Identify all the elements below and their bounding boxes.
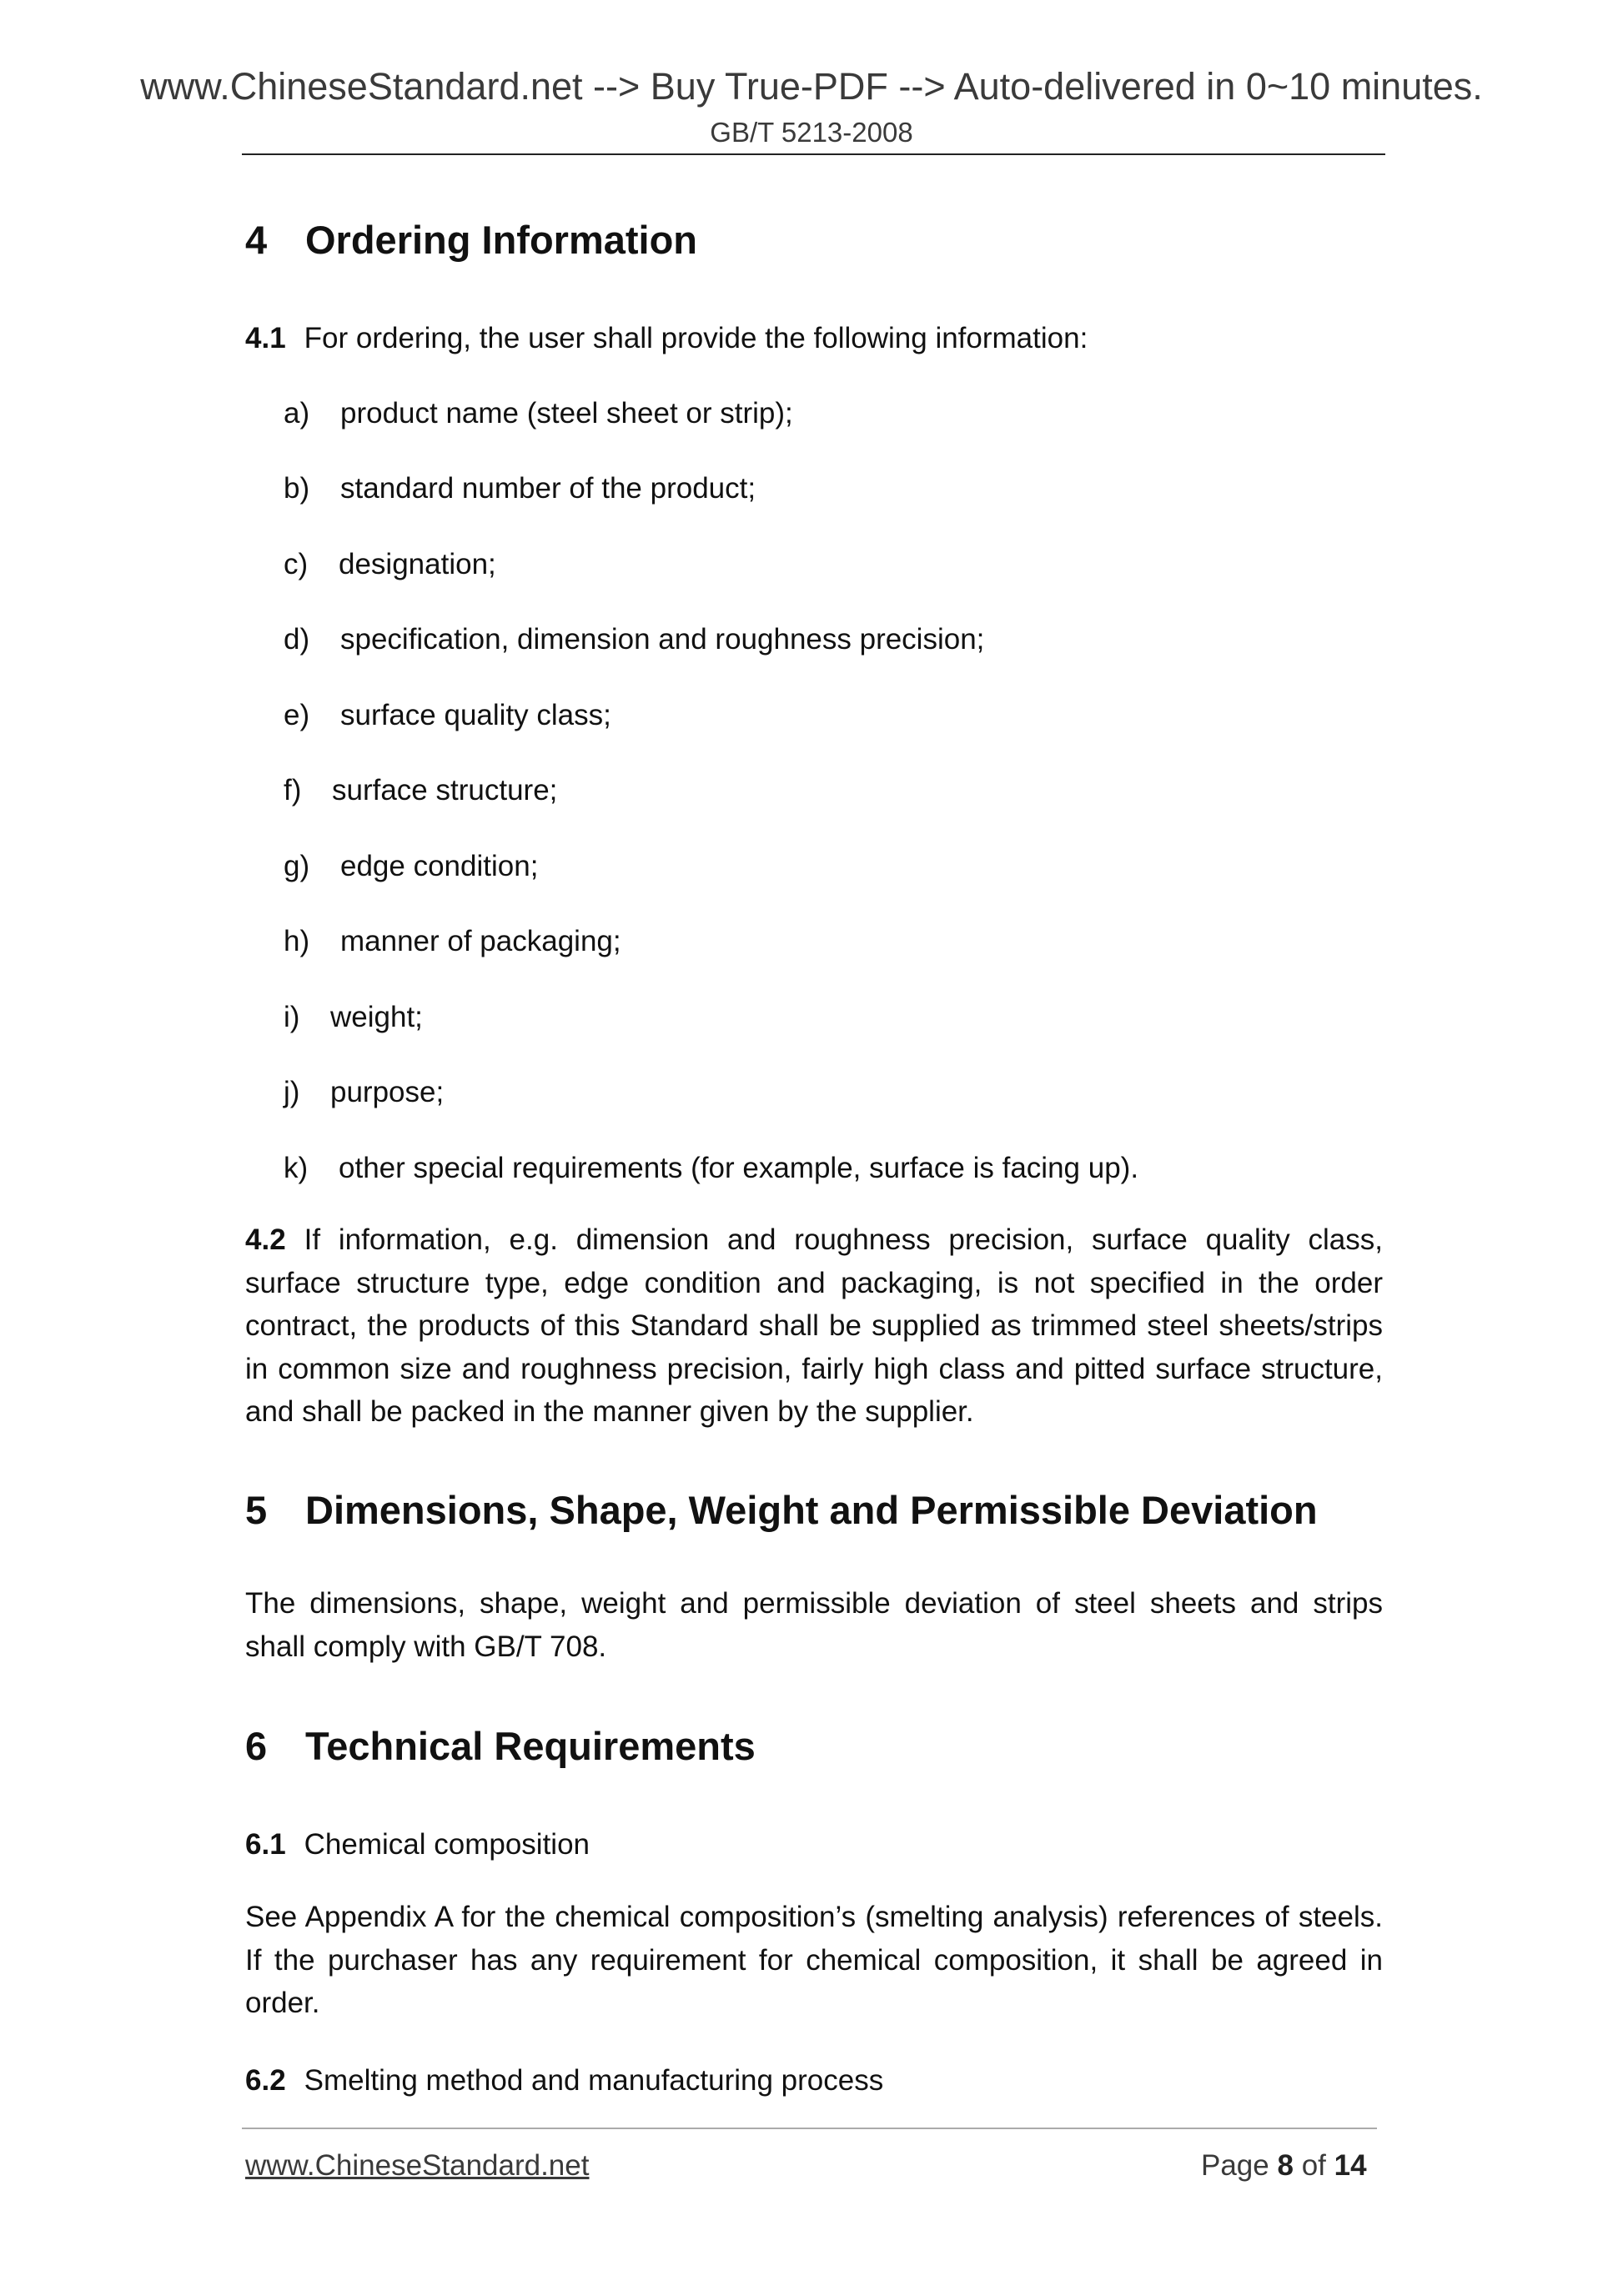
document-number: GB/T 5213-2008 bbox=[710, 117, 913, 148]
clause-6-2-heading bbox=[245, 2064, 883, 2098]
page-indicator bbox=[1201, 2149, 1367, 2183]
section-5-paragraph: The dimensions, shape, weight and permissible deviation of steel sheets and strips shall comply with GB/T 708. bbox=[245, 1587, 1383, 1663]
list-item-text: product name (steel sheet or strip); bbox=[340, 397, 793, 430]
list-item-label: f) bbox=[284, 774, 302, 806]
section-title: Dimensions, Shape, Weight and Permissible Deviation bbox=[305, 1488, 1318, 1532]
list-item-text: designation; bbox=[339, 548, 496, 580]
list-item-text: standard number of the product; bbox=[340, 472, 756, 505]
list-item-label: i) bbox=[284, 1001, 300, 1033]
clause-title: Chemical composition bbox=[304, 1828, 590, 1861]
list-item bbox=[284, 623, 984, 656]
header-banner: www.ChineseStandard.net --> Buy True-PDF --> Auto-delivered in 0~10 minutes. bbox=[140, 65, 1483, 108]
list-item-label: g) bbox=[284, 850, 310, 882]
section-4-heading bbox=[245, 217, 697, 263]
footer-website-link[interactable]: www.ChineseStandard.net bbox=[245, 2149, 590, 2182]
list-item bbox=[284, 1076, 444, 1109]
section-5-heading bbox=[245, 1487, 1318, 1533]
list-item bbox=[284, 397, 793, 430]
clause-number: 4.1 bbox=[245, 322, 286, 354]
list-item bbox=[284, 472, 756, 505]
footer-divider bbox=[242, 2128, 1377, 2129]
list-item-text: other special requirements (for example, surface is facing up). bbox=[339, 1152, 1139, 1184]
clause-title: Smelting method and manufacturing process bbox=[304, 2064, 884, 2097]
list-item-text: edge condition; bbox=[340, 850, 539, 882]
section-6-heading bbox=[245, 1723, 756, 1769]
section-number: 6 bbox=[245, 1724, 268, 1768]
clause-4-2 bbox=[245, 1218, 1383, 1434]
clause-number: 6.2 bbox=[245, 2064, 286, 2097]
list-item-text: surface quality class; bbox=[340, 699, 611, 731]
clause-text: For ordering, the user shall provide the following information: bbox=[304, 322, 1088, 354]
section-number: 4 bbox=[245, 218, 268, 262]
clause-6-1-heading bbox=[245, 1828, 590, 1861]
list-item bbox=[284, 548, 496, 581]
list-item bbox=[284, 1001, 423, 1034]
header-divider bbox=[242, 153, 1385, 155]
clause-4-1 bbox=[245, 322, 1088, 355]
page-current: 8 bbox=[1277, 2149, 1294, 2182]
list-item-text: specification, dimension and roughness precision; bbox=[340, 623, 985, 656]
clause-number: 4.2 bbox=[245, 1223, 286, 1256]
list-item bbox=[284, 850, 538, 883]
clause-text: If information, e.g. dimension and roughness precision, surface quality class, surface structure type, edge condition and packaging, is not specified in the order contract, the products of this Standard shall be supplied as trimmed steel sheets/strips in common size and roughness precision, fairly high class and pitted surface structure, and shall be packed in the manner given by the supplier. bbox=[245, 1223, 1383, 1429]
list-item bbox=[284, 699, 611, 732]
clause-number: 6.1 bbox=[245, 1828, 286, 1861]
list-item-text: purpose; bbox=[330, 1076, 445, 1108]
list-item bbox=[284, 1152, 1138, 1185]
list-item-label: a) bbox=[284, 397, 310, 430]
list-item-label: k) bbox=[284, 1152, 309, 1184]
page-prefix: Page bbox=[1201, 2149, 1269, 2182]
section-number: 5 bbox=[245, 1488, 268, 1532]
section-title: Technical Requirements bbox=[305, 1724, 756, 1768]
list-item-text: manner of packaging; bbox=[340, 925, 621, 957]
list-item-text: weight; bbox=[330, 1001, 423, 1033]
list-item-label: d) bbox=[284, 623, 310, 656]
page-of: of bbox=[1301, 2149, 1326, 2182]
list-item-label: c) bbox=[284, 548, 309, 580]
list-item-text: surface structure; bbox=[332, 774, 558, 806]
list-item bbox=[284, 925, 621, 958]
page-total: 14 bbox=[1334, 2149, 1367, 2182]
list-item-label: b) bbox=[284, 472, 310, 505]
list-item-label: e) bbox=[284, 699, 310, 731]
clause-6-1-paragraph: See Appendix A for the chemical composition’s (smelting analysis) references of steels. If the purchaser has any requirement for chemical composition, it shall be agreed in order. bbox=[245, 1901, 1383, 2020]
list-item-label: j) bbox=[284, 1076, 300, 1108]
list-item bbox=[284, 774, 557, 807]
section-title: Ordering Information bbox=[305, 218, 697, 262]
list-item-label: h) bbox=[284, 925, 310, 957]
